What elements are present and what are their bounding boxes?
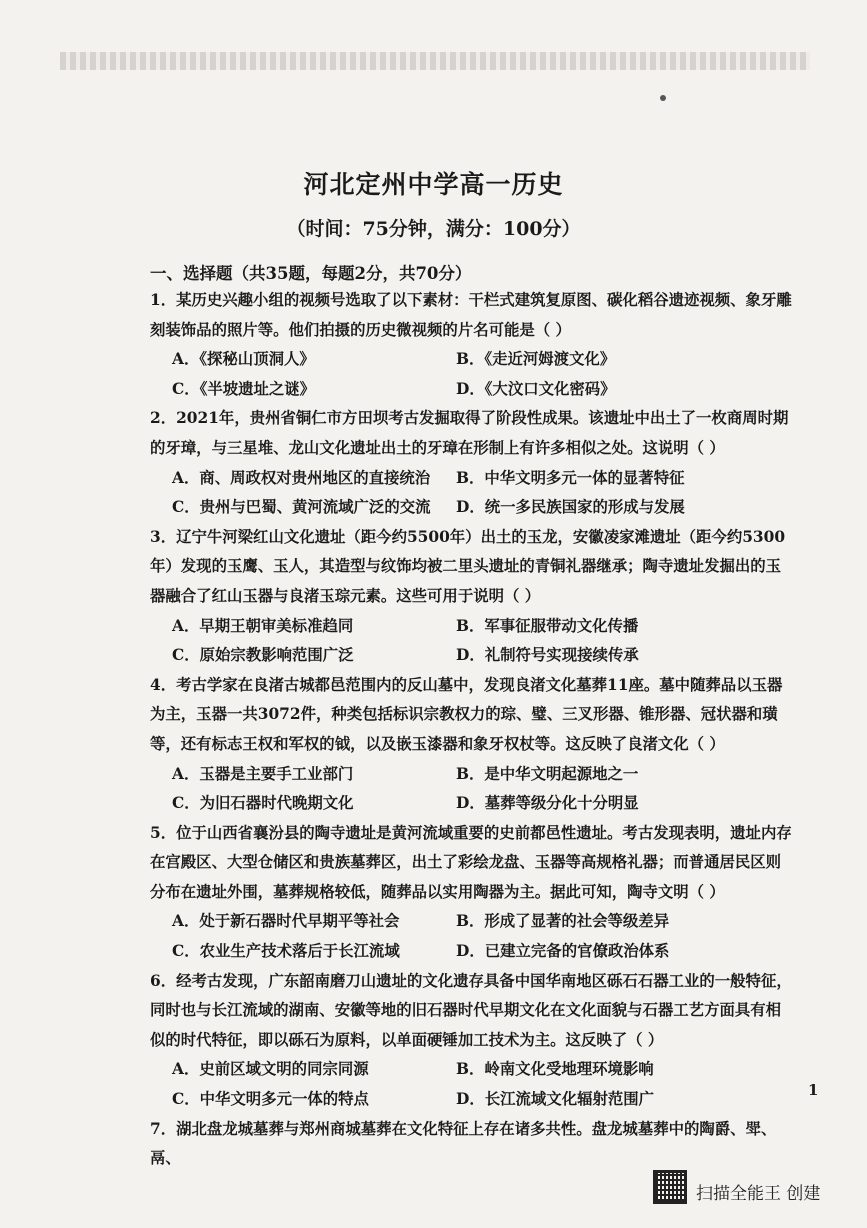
question-4 xyxy=(150,671,795,819)
question-stem: 6．经考古发现，广东韶南磨刀山遗址的文化遗存具备中国华南地区砾石石器工业的一般特征，同时也与长江流域的湖南、安徽等地的旧石器时代早期文化在文化面貌与石器工艺方面具有相似的时代特征，即以砾石为原料，以单面硬锤加工技术为主。这反映了（ ） xyxy=(150,971,792,1049)
section-heading: 一、选择题（共35题，每题2分，共70分） xyxy=(150,264,472,283)
option-b: B．中华文明多元一体的显著特征 xyxy=(456,468,685,487)
option-b: B．岭南文化受地理环境影响 xyxy=(456,1060,654,1079)
question-stem: 2．2021年，贵州省铜仁市方田坝考古发掘取得了阶段性成果。该遗址中出土了一枚商周时期的牙璋，与三星堆、龙山文化遗址出土的牙璋在形制上有许多相似之处。这说明（ ） xyxy=(150,409,789,457)
option-a: A．商、周政权对贵州地区的直接统治 xyxy=(172,468,431,487)
page-number: 1 xyxy=(808,1081,819,1099)
option-a: A．早期王朝审美标准趋同 xyxy=(172,616,354,635)
option-a: A．处于新石器时代早期平等社会 xyxy=(172,912,400,931)
page-title: 河北定州中学高一历史 xyxy=(303,170,564,199)
question-stem: 3．辽宁牛河梁红山文化遗址（距今约5500年）出土的玉龙，安徽凌家滩遗址（距今约5300年）发现的玉鹰、玉人，其造型与纹饰均被二里头遗址的青铜礼器继承；陶寺遗址发掘出的玉器融合了红山玉器与良渚玉琮元素。这些可用于说明（ ） xyxy=(150,527,786,605)
option-d: D．《大汶口文化密码》 xyxy=(456,379,616,398)
option-c: C．中华文明多元一体的特点 xyxy=(172,1090,369,1109)
question-stem: 1．某历史兴趣小组的视频号选取了以下素材：干栏式建筑复原图、碳化稻谷遗迹视频、象牙雕刻装饰品的照片等。他们拍摄的历史微视频的片名可能是（ ） xyxy=(150,291,792,339)
option-d: D．长江流域文化辐射范围广 xyxy=(456,1090,655,1109)
option-group xyxy=(150,464,795,523)
question-list xyxy=(150,286,795,1174)
option-b: B．军事征服带动文化传播 xyxy=(456,616,639,635)
option-d: D．礼制符号实现接续传承 xyxy=(456,646,639,665)
option-d: D．统一多民族国家的形成与发展 xyxy=(456,498,685,517)
question-stem: 5．位于山西省襄汾县的陶寺遗址是黄河流域重要的史前都邑性遗址。考古发现表明，遗址内存在宫殿区、大型仓储区和贵族墓葬区，出土了彩绘龙盘、玉器等高规格礼器；而普通居民区则分布在遗址外围，墓葬规格较低，随葬品以实用陶器为主。据此可知，陶寺文明（ ） xyxy=(150,823,792,901)
question-3 xyxy=(150,523,795,671)
option-group xyxy=(150,1055,795,1114)
option-c: C．为旧石器时代晚期文化 xyxy=(172,794,354,813)
scan-dot xyxy=(660,95,666,101)
qr-code-icon xyxy=(653,1170,687,1204)
option-c: C．贵州与巴蜀、黄河流域广泛的交流 xyxy=(172,498,431,517)
option-a: A．史前区域文明的同宗同源 xyxy=(172,1060,369,1079)
option-c: C．农业生产技术落后于长江流域 xyxy=(172,942,400,961)
question-7 xyxy=(150,1115,795,1174)
question-stem: 4．考古学家在良渚古城都邑范围内的反山墓中，发现良渚文化墓葬11座。墓中随葬品以玉器为主，玉器一共3072件，种类包括标识宗教权力的琮、璧、三叉形器、锥形器、冠状器和璜等，还有标志王权和军权的钺，以及嵌玉漆器和象牙权杖等。这反映了良渚文化（ ） xyxy=(150,675,783,753)
option-group xyxy=(150,907,795,966)
option-group xyxy=(150,345,795,404)
option-c: C．原始宗教影响范围广泛 xyxy=(172,646,354,665)
option-c: C．《半坡遗址之谜》 xyxy=(172,379,316,398)
option-b: B．形成了显著的社会等级差异 xyxy=(456,912,670,931)
exam-info: （时间：75分钟，满分：100分） xyxy=(286,218,581,240)
question-1 xyxy=(150,286,795,404)
option-a: A．玉器是主要手工业部门 xyxy=(172,764,354,783)
question-stem: 7．湖北盘龙城墓葬与郑州商城墓葬在文化特征上存在诸多共性。盘龙城墓葬中的陶爵、斝、鬲、 xyxy=(150,1119,777,1168)
option-a: A．《探秘山顶洞人》 xyxy=(172,350,315,369)
option-b: B．《走近河姆渡文化》 xyxy=(456,350,616,369)
option-d: D．墓葬等级分化十分明显 xyxy=(456,794,639,813)
scan-edge-shadow xyxy=(60,52,810,70)
question-5 xyxy=(150,819,795,967)
question-2 xyxy=(150,404,795,522)
question-6 xyxy=(150,967,795,1115)
option-group xyxy=(150,760,795,819)
option-group xyxy=(150,612,795,671)
option-b: B．是中华文明起源地之一 xyxy=(456,764,639,783)
option-d: D．已建立完备的官僚政治体系 xyxy=(456,942,670,961)
scanner-watermark: 扫描全能王 创建 xyxy=(696,1184,821,1204)
